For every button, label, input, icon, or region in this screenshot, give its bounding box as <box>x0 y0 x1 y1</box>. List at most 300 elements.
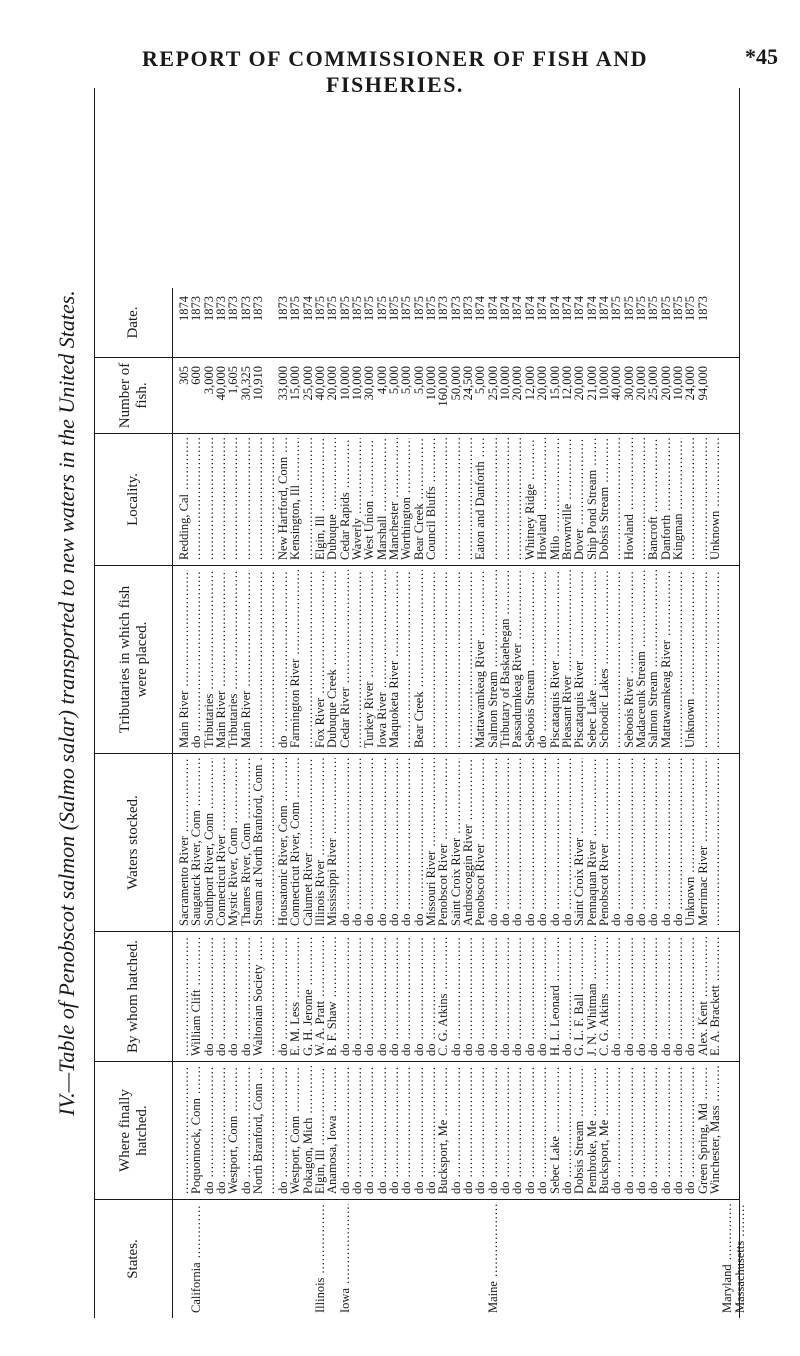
where-cell: do ..... <box>202 1066 216 1194</box>
state-cell: Maryland ..... <box>720 1204 734 1313</box>
date-cell: 1875 <box>399 296 414 321</box>
waters-cell: do ..... <box>510 758 524 926</box>
waters-cell: do ..... <box>646 758 660 926</box>
locality-cell: Kingman ..... <box>671 438 685 560</box>
where-cell: do ..... <box>338 1066 352 1194</box>
date-cell: 1875 <box>374 296 389 321</box>
number-cell: 10,000 <box>498 366 513 401</box>
date-cell: 1875 <box>621 296 636 321</box>
date-cell: 1874 <box>535 296 550 321</box>
locality-cell: Kensington, Ill ..... <box>288 438 302 560</box>
where-cell: do ..... <box>683 1066 697 1194</box>
locality-cell: Danforth ..... <box>659 438 673 560</box>
locality-cell: Elgin, Ill ..... <box>313 438 327 560</box>
locality-cell: Dubuque ..... <box>325 438 339 560</box>
where-cell: Elgin, Ill ..... <box>313 1066 327 1194</box>
number-cell: 40,000 <box>609 366 624 401</box>
waters-cell: Unknown ..... <box>683 758 697 926</box>
by-cell: E. A. Brackett ..... <box>708 936 722 1056</box>
number-cell: 50,000 <box>448 366 463 401</box>
date-cell: 1875 <box>671 296 685 321</box>
column-header-where: Where finally hatched. <box>95 1062 173 1199</box>
column-locality <box>95 434 739 566</box>
waters-cell: Penobscot River ..... <box>436 758 450 926</box>
date-cell: 1873 <box>436 296 451 321</box>
number-cell: 25,000 <box>485 366 500 401</box>
trib-cell: Tributaries ..... <box>226 570 240 748</box>
column-waters <box>95 754 739 932</box>
number-cell: 10,000 <box>671 366 685 401</box>
number-cell: 20,000 <box>658 366 673 401</box>
date-cell <box>708 296 722 352</box>
by-cell: do ..... <box>498 936 512 1056</box>
locality-cell: Bear Creek ..... <box>412 438 426 560</box>
number-cell: 94,000 <box>695 366 710 401</box>
date-cell: 1875 <box>411 296 426 321</box>
by-cell: do ..... <box>399 936 413 1056</box>
trib-cell: Main River ..... <box>214 570 228 748</box>
by-cell: do ..... <box>214 936 228 1056</box>
column-header-by: By whom hatched. <box>95 932 173 1061</box>
number-cell: 5,000 <box>411 366 426 395</box>
date-cell: 1874 <box>485 296 500 321</box>
date-cell: 1873 <box>251 296 266 321</box>
trib-cell: do ..... <box>276 570 290 748</box>
by-cell: J. N. Whitman ..... <box>585 936 599 1056</box>
by-cell: do ..... <box>510 936 524 1056</box>
locality-cell: Worthington ..... <box>399 438 413 560</box>
by-cell: do ..... <box>560 936 574 1056</box>
number-cell: 10,000 <box>337 366 352 401</box>
number-cell: 12,000 <box>559 366 574 401</box>
number-cell: 15,000 <box>288 366 303 401</box>
where-cell: do ..... <box>498 1066 512 1194</box>
locality-cell: Council Bluffs ..... <box>424 438 438 560</box>
date-cell: 1875 <box>609 296 624 321</box>
date-cell: 1875 <box>424 296 438 321</box>
column-where <box>95 1062 739 1200</box>
locality-cell: Dobsis Stream ..... <box>597 438 611 560</box>
trib-cell: Cedar River ..... <box>338 570 352 748</box>
by-cell: do ..... <box>622 936 636 1056</box>
by-cell: C. G. Atkins ..... <box>597 936 611 1056</box>
by-cell: C. G. Atkins ..... <box>436 936 450 1056</box>
trib-cell: Mattawamkeag River ..... <box>659 570 673 748</box>
date-cell: 1874 <box>559 296 574 321</box>
date-cell: 1873 <box>275 296 290 321</box>
trib-cell: Turkey River ..... <box>362 570 376 748</box>
number-cell: 20,000 <box>510 366 525 401</box>
where-cell: do ..... <box>634 1066 648 1194</box>
where-cell: do ..... <box>473 1066 487 1194</box>
number-cell: 25,000 <box>300 366 315 401</box>
state-cell: California ..... <box>189 1204 203 1313</box>
where-cell: do ..... <box>239 1066 253 1194</box>
waters-cell: Sacramento River ..... <box>177 758 191 926</box>
column-header-trib: Tributaries in which fish were placed. <box>95 566 173 753</box>
waters-cell: do ..... <box>609 758 623 926</box>
locality-cell: West Union ..... <box>362 438 376 560</box>
by-cell: do ..... <box>350 936 364 1056</box>
number-cell: 30,000 <box>362 366 377 401</box>
where-cell: Bucksport, Me ..... <box>597 1066 611 1194</box>
locality-cell: Howland ..... <box>622 438 636 560</box>
waters-cell: Mississippi River ..... <box>325 758 339 926</box>
date-cell: 1874 <box>473 296 488 321</box>
waters-cell: Southport River, Conn ..... <box>202 758 216 926</box>
locality-cell: Milo ..... <box>548 438 562 560</box>
by-cell: Alex. Kent ..... <box>696 936 710 1056</box>
number-cell: 10,000 <box>349 366 364 401</box>
where-cell: North Branford, Conn ..... <box>251 1066 265 1194</box>
trib-cell: Main River ..... <box>239 570 253 748</box>
by-cell: do ..... <box>659 936 673 1056</box>
number-cell: 15,000 <box>547 366 562 401</box>
number-cell <box>708 366 722 428</box>
trib-cell: do ..... <box>535 570 549 748</box>
trib-cell: Sebec Lake ..... <box>585 570 599 748</box>
where-cell: do ..... <box>276 1066 290 1194</box>
date-cell: 1875 <box>325 296 340 321</box>
number-cell: 20,000 <box>535 366 550 401</box>
waters-cell: do ..... <box>671 758 685 926</box>
by-cell: do ..... <box>671 936 685 1056</box>
by-cell: do ..... <box>609 936 623 1056</box>
date-cell: 1874 <box>177 296 191 321</box>
number-cell: 160,000 <box>436 366 451 407</box>
date-cell: 1874 <box>547 296 562 321</box>
locality-cell: Cedar Rapids ..... <box>338 438 352 560</box>
trib-cell: Dubuque Creek ..... <box>325 570 339 748</box>
waters-cell: do ..... <box>399 758 413 926</box>
by-cell: do ..... <box>412 936 426 1056</box>
date-cell: 1873 <box>226 296 241 321</box>
number-cell: 24,500 <box>461 366 476 401</box>
trib-cell: Fox River ..... <box>313 570 327 748</box>
locality-cell: Unknown ..... <box>708 438 722 560</box>
where-cell: do ..... <box>424 1066 438 1194</box>
waters-cell: Calumet River ..... <box>301 758 315 926</box>
number-cell: 5,000 <box>473 366 488 395</box>
waters-cell: Penobscot River ..... <box>597 758 611 926</box>
where-cell: do ..... <box>461 1066 475 1194</box>
waters-cell: Pennaquan River ..... <box>585 758 599 926</box>
by-cell: do ..... <box>523 936 537 1056</box>
where-cell: do ..... <box>535 1066 549 1194</box>
column-header-waters: Waters stocked. <box>95 754 173 931</box>
date-cell: 1874 <box>584 296 599 321</box>
number-cell: 20,000 <box>633 366 648 401</box>
where-cell: do ..... <box>622 1066 636 1194</box>
where-cell: do ..... <box>399 1066 413 1194</box>
waters-cell: Androscoggin River ..... <box>461 758 475 926</box>
by-cell: E. M. Less ..... <box>288 936 302 1056</box>
trib-cell: Schoodic Lakes ..... <box>597 570 611 748</box>
date-cell: 1874 <box>522 296 537 321</box>
trib-cell: Madaceunk Stream ..... <box>634 570 648 748</box>
where-cell: Westport, Conn ..... <box>288 1066 302 1194</box>
where-cell: Dobsis Stream ..... <box>572 1066 586 1194</box>
locality-cell: Whitney Ridge ..... <box>523 438 537 560</box>
trib-cell: Mattawamkeag River ..... <box>473 570 487 748</box>
number-cell: 25,000 <box>646 366 661 401</box>
by-cell: do ..... <box>461 936 475 1056</box>
date-cell: 1875 <box>349 296 364 321</box>
number-cell: 20,000 <box>572 366 587 401</box>
waters-cell: do ..... <box>387 758 401 926</box>
waters-cell: do ..... <box>622 758 636 926</box>
by-cell: do ..... <box>239 936 253 1056</box>
trib-cell: Passadumkeag River ..... <box>510 570 524 748</box>
column-states <box>95 1200 747 1318</box>
by-cell: do ..... <box>387 936 401 1056</box>
waters-cell: Illinois River ..... <box>313 758 327 926</box>
where-cell: do ..... <box>214 1066 228 1194</box>
locality-cell: Eaton and Danforth ..... <box>473 438 487 560</box>
number-cell: 33,000 <box>275 366 290 401</box>
waters-cell: do ..... <box>350 758 364 926</box>
number-cell: 305 <box>177 366 191 385</box>
state-cell: Maine ..... <box>486 1204 500 1313</box>
by-cell: do ..... <box>276 936 290 1056</box>
by-cell: William Clift ..... <box>189 936 203 1056</box>
where-cell: Winchester, Mass ..... <box>708 1066 722 1194</box>
trib-cell: Bear Creek ..... <box>412 570 426 748</box>
column-by <box>95 932 739 1062</box>
trib-cell: Pleasant River ..... <box>560 570 574 748</box>
number-cell: 24,000 <box>683 366 698 401</box>
where-cell: do ..... <box>362 1066 376 1194</box>
by-cell: do ..... <box>473 936 487 1056</box>
locality-cell: Brownville ..... <box>560 438 574 560</box>
state-cell: Massachusetts ..... <box>733 1204 747 1313</box>
waters-cell: Saint Croix River ..... <box>449 758 463 926</box>
trib-cell: Maquoketa River ..... <box>387 570 401 748</box>
waters-cell: Stream at North Branford, Conn ..... <box>251 758 265 926</box>
trib-cell: Piscataquis River ..... <box>572 570 586 748</box>
number-cell: 12,000 <box>522 366 537 401</box>
waters-cell: do ..... <box>498 758 512 926</box>
where-cell: do ..... <box>449 1066 463 1194</box>
by-cell: do ..... <box>338 936 352 1056</box>
waters-cell: Merrimac River ..... <box>696 758 710 926</box>
where-cell: do ..... <box>486 1066 500 1194</box>
by-cell: do ..... <box>535 936 549 1056</box>
waters-cell: do ..... <box>659 758 673 926</box>
waters-cell: do ..... <box>412 758 426 926</box>
where-cell: Pembroke, Me ..... <box>585 1066 599 1194</box>
where-cell: do ..... <box>659 1066 673 1194</box>
date-cell: 1875 <box>658 296 673 321</box>
where-cell: Poquonnock, Conn ..... <box>189 1066 203 1194</box>
trib-cell: Unknown ..... <box>683 570 697 748</box>
where-cell: do ..... <box>375 1066 389 1194</box>
locality-cell: Waverly ..... <box>350 438 364 560</box>
number-cell: 5,000 <box>399 366 414 395</box>
waters-cell: Saint Croix River ..... <box>572 758 586 926</box>
by-cell: H. L. Leonard ..... <box>548 936 562 1056</box>
locality-cell: Howland ..... <box>535 438 549 560</box>
trib-cell: Tributary of Baskaehegan ..... <box>498 570 512 748</box>
date-cell: 1875 <box>312 296 327 321</box>
waters-cell: do ..... <box>535 758 549 926</box>
running-title: REPORT OF COMMISSIONER OF FISH AND FISHERIES. <box>142 46 648 97</box>
by-cell: do ..... <box>634 936 648 1056</box>
where-cell: Pokagon, Mich ..... <box>301 1066 315 1194</box>
where-cell: do ..... <box>671 1066 685 1194</box>
number-cell: 10,000 <box>424 366 438 401</box>
by-cell: W. A. Pratt ..... <box>313 936 327 1056</box>
number-cell: 3,000 <box>201 366 216 395</box>
waters-cell: Thames River, Conn ..... <box>239 758 253 926</box>
trib-cell: Main River ..... <box>177 570 191 748</box>
locality-cell: Ship Pond Stream ..... <box>585 438 599 560</box>
locality-cell: Marshall ..... <box>375 438 389 560</box>
by-cell: B. F. Shaw ..... <box>325 936 339 1056</box>
waters-cell: Connecticut River, Conn ..... <box>288 758 302 926</box>
by-cell: do ..... <box>646 936 660 1056</box>
date-cell: 1875 <box>683 296 698 321</box>
waters-cell: do ..... <box>548 758 562 926</box>
page-header <box>0 0 800 97</box>
date-cell: 1875 <box>633 296 648 321</box>
locality-cell: Bancroft ..... <box>646 438 660 560</box>
by-cell: do ..... <box>449 936 463 1056</box>
data-table <box>94 88 747 1318</box>
date-cell: 1873 <box>461 296 476 321</box>
waters-cell: do ..... <box>634 758 648 926</box>
date-cell: 1874 <box>596 296 611 321</box>
column-trib <box>95 566 739 754</box>
number-cell: 600 <box>189 366 204 385</box>
trib-cell: Salmon Stream ..... <box>486 570 500 748</box>
locality-cell: Manchester ..... <box>387 438 401 560</box>
where-cell: Westport, Conn ..... <box>226 1066 240 1194</box>
date-cell: 1875 <box>646 296 661 321</box>
where-cell: do ..... <box>350 1066 364 1194</box>
by-cell: Waltonian Society ..... <box>251 936 265 1056</box>
where-cell: do ..... <box>387 1066 401 1194</box>
trib-cell <box>708 570 722 748</box>
trib-cell: do ..... <box>189 570 203 748</box>
waters-cell: Missouri River ..... <box>424 758 438 926</box>
number-cell: 10,910 <box>251 366 266 401</box>
number-cell: 4,000 <box>374 366 389 395</box>
where-cell: do ..... <box>523 1066 537 1194</box>
column-date <box>95 288 739 358</box>
waters-cell: Saugatuck River, Conn ..... <box>189 758 203 926</box>
by-cell: do ..... <box>202 936 216 1056</box>
date-cell: 1874 <box>510 296 525 321</box>
waters-cell: Housatonic River, Conn ..... <box>276 758 290 926</box>
rotated-table-frame <box>50 88 747 1318</box>
where-cell: do ..... <box>609 1066 623 1194</box>
trib-cell: Tributaries ..... <box>202 570 216 748</box>
where-cell: do ..... <box>412 1066 426 1194</box>
trib-cell: Farmington River ..... <box>288 570 302 748</box>
waters-cell: do ..... <box>362 758 376 926</box>
date-cell: 1875 <box>362 296 377 321</box>
waters-cell: do ..... <box>486 758 500 926</box>
locality-cell: Dover ..... <box>572 438 586 560</box>
by-cell: do ..... <box>683 936 697 1056</box>
by-cell: do ..... <box>226 936 240 1056</box>
locality-cell: New Hartford, Conn ..... <box>276 438 290 560</box>
by-cell: do ..... <box>375 936 389 1056</box>
where-cell: Green Spring, Md ..... <box>696 1066 710 1194</box>
waters-cell: Penobscot River ..... <box>473 758 487 926</box>
table-caption: IV.—Table of Penobscot salmon (Salmo salar) transported to new waters in the United States. <box>54 290 79 1116</box>
number-cell: 30,000 <box>621 366 636 401</box>
column-number <box>95 358 739 434</box>
trib-cell: Seboois River ..... <box>622 570 636 748</box>
waters-cell <box>708 758 722 926</box>
column-header-number: Number of fish. <box>95 358 173 433</box>
date-cell: 1874 <box>498 296 513 321</box>
trib-cell: Salmon Stream ..... <box>646 570 660 748</box>
number-cell: 40,000 <box>312 366 327 401</box>
date-cell: 1875 <box>337 296 352 321</box>
by-cell: G. L. F. Ball ..... <box>572 936 586 1056</box>
date-cell: 1874 <box>300 296 315 321</box>
where-cell: Bucksport, Me ..... <box>436 1066 450 1194</box>
trib-cell: Iowa River ..... <box>375 570 389 748</box>
number-cell: 20,000 <box>325 366 340 401</box>
date-cell: 1874 <box>572 296 587 321</box>
number-cell: 21,000 <box>584 366 599 401</box>
page-number: *45 <box>745 44 778 69</box>
date-cell: 1873 <box>189 296 204 321</box>
rotated-table <box>50 88 747 1318</box>
number-cell: 5,000 <box>386 366 401 395</box>
date-cell: 1873 <box>695 296 710 321</box>
date-cell: 1875 <box>386 296 401 321</box>
locality-cell: Redding, Cal ..... <box>177 438 191 560</box>
number-cell: 30,325 <box>238 366 253 401</box>
where-cell: Anamosa, Iowa ..... <box>325 1066 339 1194</box>
waters-cell: do ..... <box>338 758 352 926</box>
number-cell: 1,605 <box>226 366 241 395</box>
column-header-date: Date. <box>95 288 173 357</box>
trib-cell: Piscataquis River ..... <box>548 570 562 748</box>
date-cell: 1873 <box>214 296 229 321</box>
by-cell: do ..... <box>362 936 376 1056</box>
number-cell: 10,000 <box>596 366 611 401</box>
by-cell: do ..... <box>424 936 438 1056</box>
where-cell: do ..... <box>646 1066 660 1194</box>
waters-cell: do ..... <box>560 758 574 926</box>
by-cell: G. H. Jerome ..... <box>301 936 315 1056</box>
waters-cell: Connecticut River ..... <box>214 758 228 926</box>
where-cell: Sebec Lake ..... <box>548 1066 562 1194</box>
by-cell: do ..... <box>486 936 500 1056</box>
date-cell: 1873 <box>201 296 216 321</box>
where-cell: do ..... <box>560 1066 574 1194</box>
trib-cell: Seboois Stream ..... <box>523 570 537 748</box>
date-cell: 1875 <box>288 296 303 321</box>
date-cell: 1873 <box>448 296 463 321</box>
column-header-states: States. <box>95 1200 173 1318</box>
date-cell: 1873 <box>238 296 253 321</box>
waters-cell: do ..... <box>375 758 389 926</box>
number-cell: 40,000 <box>214 366 229 401</box>
waters-cell: Mystic River, Conn ..... <box>226 758 240 926</box>
state-cell: Illinois ..... <box>313 1204 327 1313</box>
where-cell: do ..... <box>510 1066 524 1194</box>
state-cell: Iowa ..... <box>338 1204 352 1313</box>
waters-cell: do ..... <box>523 758 537 926</box>
column-header-locality: Locality. <box>95 434 173 565</box>
